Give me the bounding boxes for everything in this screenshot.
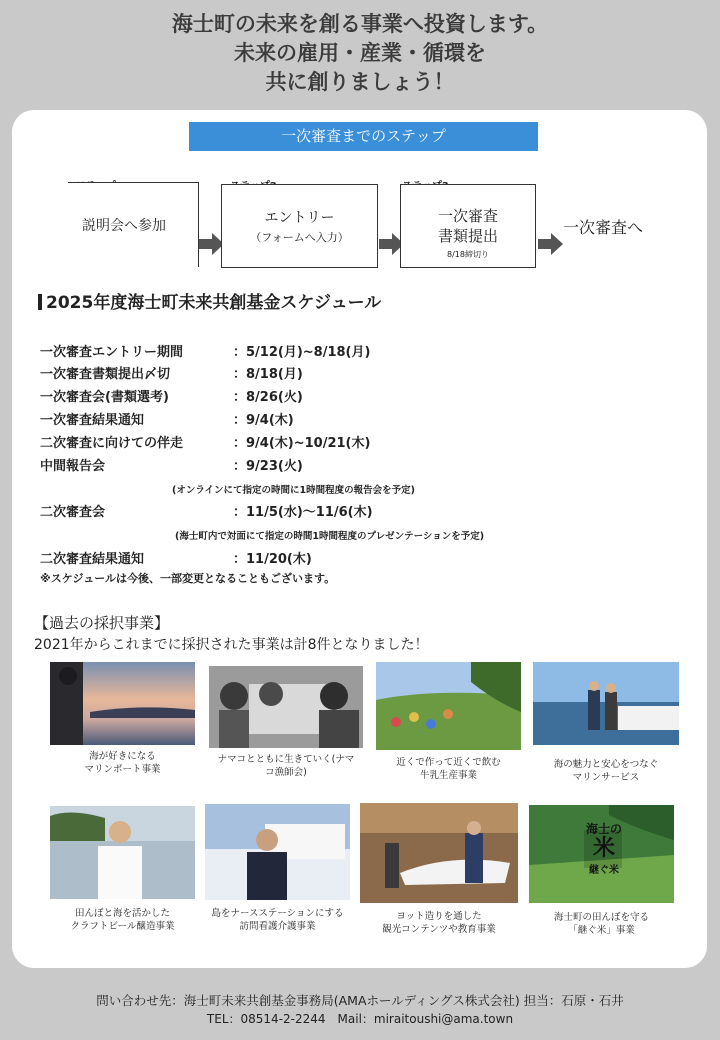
project-photo-craft-beer <box>50 806 195 899</box>
caption-line: 海が好きになる <box>89 751 156 762</box>
caption-line: ヨット造りを通した <box>396 911 482 922</box>
project-caption <box>50 907 195 933</box>
headline-line-3: 共に創りましょう！ <box>265 70 455 94</box>
caption-line: クラフトビール醸造事業 <box>70 921 175 932</box>
project-caption <box>533 758 679 784</box>
schedule-row <box>40 363 303 382</box>
caption-line: マリンサービス <box>572 772 640 783</box>
caption-line: 海士町の田んぼを守る <box>553 912 649 923</box>
project-photo-nursing-station <box>205 804 350 900</box>
caption-line: ナマコとともに生きていく(ナマ <box>217 754 355 765</box>
project-caption <box>376 756 521 782</box>
schedule-row-value: ：11/5(水)～11/6(木) <box>233 505 373 520</box>
caption-line: 島をナースステーションにする <box>211 908 344 919</box>
kugumai-logo <box>579 820 629 876</box>
project-photo-yacht-building <box>360 803 518 903</box>
caption-line: 「継ぐ米」事業 <box>568 925 635 936</box>
schedule-row <box>40 432 370 451</box>
schedule-row-label: 一次審査エントリー期間 <box>40 345 184 360</box>
schedule-row <box>40 455 303 474</box>
schedule-row <box>40 409 294 428</box>
logo-text-top: 海士の <box>585 822 622 836</box>
caption-line: 観光コンテンツや教育事業 <box>382 924 496 935</box>
step-1-box <box>68 182 199 267</box>
schedule-title-text: 2025年度海士町未来共創基金スケジュール <box>46 293 382 313</box>
caption-line: コ漁師会) <box>265 767 307 778</box>
step-3-text-1: 一次審査 <box>437 207 498 225</box>
project-photo-sea-cucumber-fishers <box>209 666 363 748</box>
project-caption <box>50 750 195 776</box>
schedule-row <box>40 548 312 567</box>
schedule-row-label: 二次審査に向けての伴走 <box>40 436 184 451</box>
schedule-row-value: ：9/4(木)~10/21(木) <box>233 436 371 451</box>
steps-final-label: 一次審査へ <box>563 218 644 237</box>
step-3-text-2: 書類提出 <box>437 227 498 245</box>
schedule-row <box>40 341 370 360</box>
caption-line: マリンボート事業 <box>84 764 161 775</box>
headline-line-1: 海士町の未来を創る事業へ投資します。 <box>171 12 549 36</box>
headline-line-2: 未来の雇用・産業・循環を <box>234 41 486 65</box>
caption-line: 近くで作って近くで飲む <box>396 757 501 768</box>
step-2-sub: （フォームへ入力） <box>250 231 349 244</box>
project-caption <box>360 910 518 936</box>
logo-text-bottom: 継ぐ米 <box>589 865 619 876</box>
arrow-right-icon <box>538 233 563 255</box>
project-caption <box>200 907 355 933</box>
caption-line: 牛乳生産事業 <box>419 770 477 781</box>
title-bar-mark <box>38 294 42 310</box>
step-3-box <box>400 184 536 268</box>
project-caption <box>529 911 674 937</box>
schedule-row-value: ：8/18(月) <box>233 367 303 382</box>
schedule-row-value: ：8/26(火) <box>233 390 303 405</box>
steps-banner: 一次審査までのステップ <box>189 122 538 151</box>
schedule-row-label: 一次審査会(書類選考) <box>40 390 169 405</box>
schedule-row <box>40 386 303 405</box>
schedule-row-value: ：11/20(木) <box>233 552 312 567</box>
caption-line: 訪問看護介護事業 <box>239 921 316 932</box>
step-3-deadline: 8/18締切り <box>447 250 489 259</box>
schedule-note: (海士町内で対面にて指定の時間1時間程度のプレゼンテーションを予定) <box>175 531 485 542</box>
schedule-row-label: 中間報告会 <box>40 459 106 474</box>
schedule-row-value: ：9/23(火) <box>233 459 303 474</box>
project-photo-marine-service <box>533 662 679 745</box>
schedule-note: (オンラインにて指定の時間に1時間程度の報告会を予定) <box>172 485 416 496</box>
step-2-text: エントリー <box>264 210 335 226</box>
schedule-row <box>40 501 373 520</box>
logo-text-middle: 米 <box>592 836 615 861</box>
step-2-box <box>221 184 378 268</box>
step-1-text <box>82 215 166 235</box>
project-caption <box>205 753 367 779</box>
schedule-title <box>38 288 381 313</box>
schedule-row-value: ：9/4(木) <box>233 413 294 428</box>
project-photo-sunset-boat <box>50 662 195 745</box>
schedule-row-label: 一次審査結果通知 <box>40 413 145 428</box>
schedule-row-label: 二次審査結果通知 <box>40 552 145 567</box>
schedule-row-value: ：5/12(月)~8/18(月) <box>233 345 371 360</box>
schedule-disclaimer: ※スケジュールは今後、一部変更となることもございます。 <box>40 572 336 585</box>
schedule-row-label: 二次審査会 <box>40 505 106 520</box>
contact-phone-mail: TEL：08514-2-2244 Mail：miraitoushi@ama.town <box>206 1012 514 1026</box>
caption-line: 田んぼと海を活かした <box>74 908 170 919</box>
step-1-text-main: 説明会へ参加 <box>82 218 166 234</box>
contact-info: 問い合わせ先：海士町未来共創基金事務局(AMAホールディングス株式会社) 担当：石原・石井 <box>96 993 624 1008</box>
past-projects-subtitle: 2021年からこれまでに採択された事業は計8件となりました！ <box>34 637 429 653</box>
past-projects-title: 【過去の採択事業】 <box>34 614 170 632</box>
caption-line: 海の魅力と安心をつなぐ <box>553 759 659 770</box>
project-photo-children-farm <box>376 662 521 750</box>
schedule-row-label: 一次審査書類提出〆切 <box>40 367 171 382</box>
headline <box>0 10 720 97</box>
